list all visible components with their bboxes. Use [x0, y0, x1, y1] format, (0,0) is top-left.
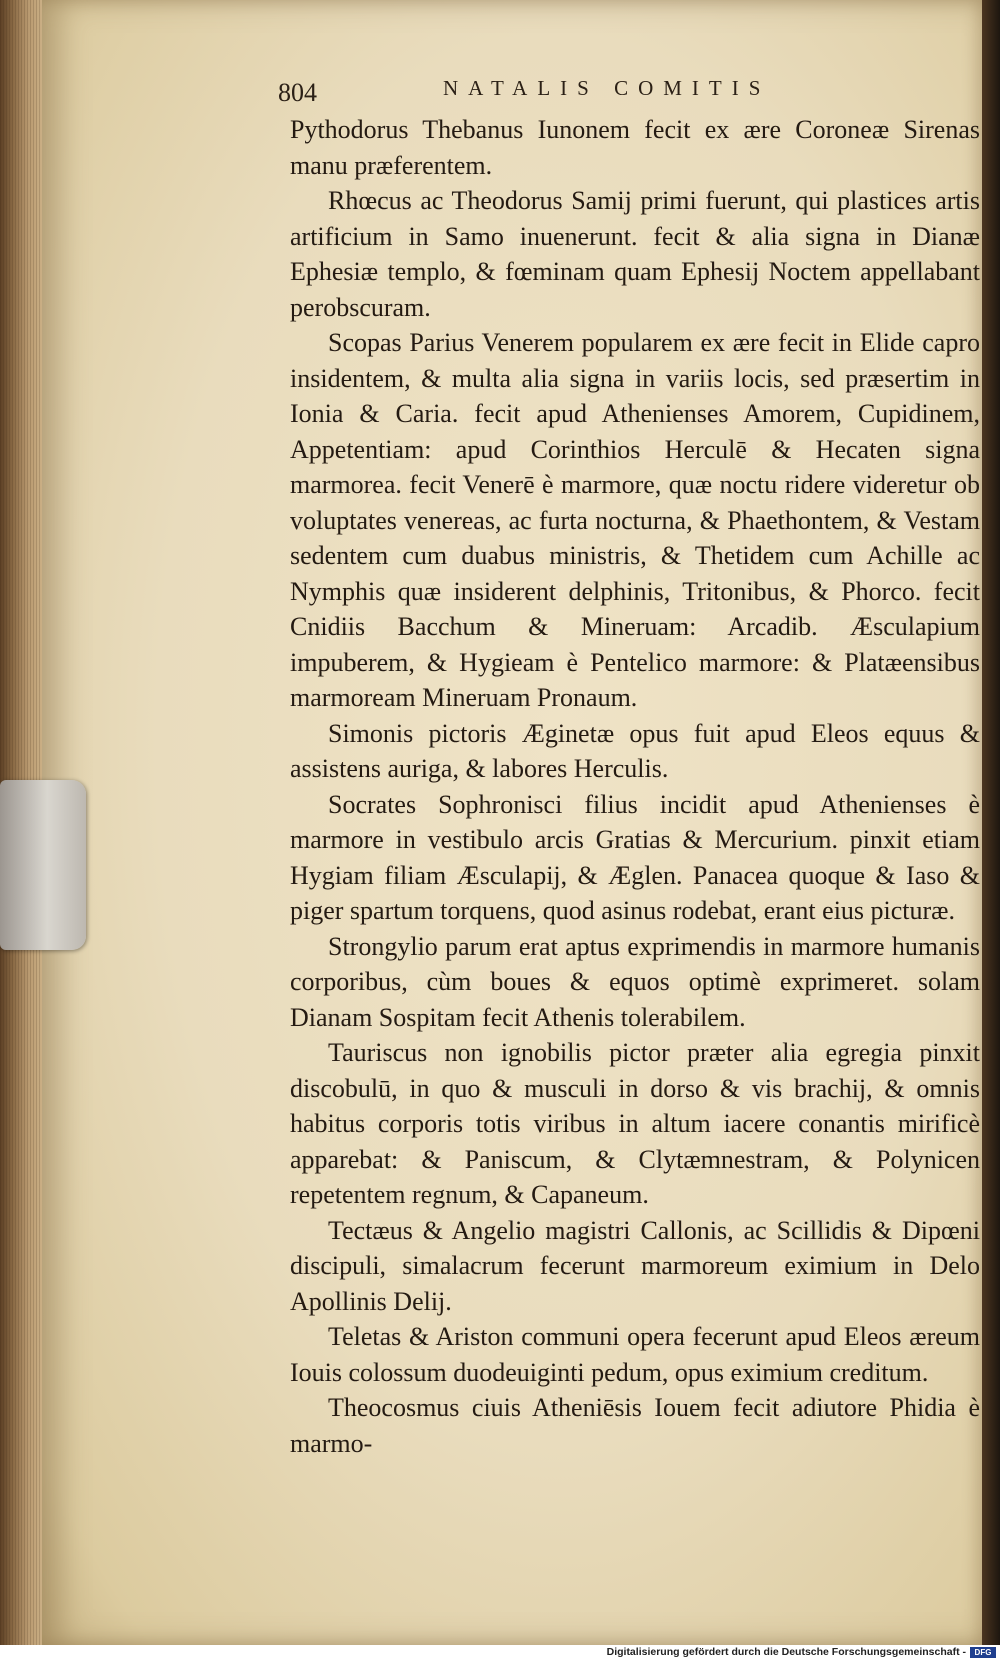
footer-credit: Digitalisierung gefördert durch die Deutsche Forschungsgemeinschaft - — [606, 1646, 966, 1658]
paragraph: Pythodorus Thebanus Iunonem fecit ex ære Coroneæ Sirenas manu præferentem. — [290, 115, 980, 180]
page-header — [268, 70, 948, 110]
paragraph: Tauriscus non ignobilis pictor præter alia egregia pinxit discobulū, in quo & musculi in dorso & vis brachij, & omnis habitus corporis totis viribus in altum iacere conantis mirificè apparebat: & Paniscum, & Clytæmnestram, & Polynicen repetentem regnum, & Capaneum. — [290, 1038, 980, 1209]
paragraph: Teletas & Ariston communi opera fecerunt apud Eleos æreum Iouis colossum duodeuiginti pedum, opus eximium creditum. — [290, 1322, 980, 1387]
footer-bar — [0, 1645, 1000, 1660]
paragraph: Strongylio parum erat aptus exprimendis in marmore humanis corporibus, cùm boues & equos optimè exprimeret. solam Dianam Sospitam fecit Athenis tolerabilem. — [290, 931, 980, 1032]
paragraph: Socrates Sophronisci filius incidit apud Athenienses è marmore in vestibulo arcis Gratias & Mercurium. pinxit etiam Hygiam filiam Æsculapij, & Æglen. Panacea quoque & Iaso & piger spartum torquens, quod asinus rodebat, erant eius picturæ. — [290, 789, 980, 925]
paragraph: Scopas Parius Venerem popularem ex ære fecit in Elide capro insidentem, & multa alia signa in variis locis, sed præsertim in Ionia & Caria. fecit apud Athenienses Amorem, Cupidinem, Appetentiam: apud Corinthios Herculē & Hecaten signa marmorea. fecit Venerē è marmore, quæ noctu ridere videretur ob voluptates venereas, ac furta nocturna, & Phaethontem, & Vestam sedentem cum duabus ministris, & Thetidem cum Achille ac Nymphis quæ insiderent delphinis, Tritonibus, & Phorco. fecit Cnidiis Bacchum & Mineruam: Arcadib. Æsculapium impuberem, & Hygieam è Pentelico marmore: & Platæensibus marmoream Mineruam Pronaum. — [290, 328, 980, 712]
page-edge — [982, 0, 1000, 1645]
paragraph: Rhœcus ac Theodorus Samij primi fuerunt, qui plastices artis artificium in Samo inuenerunt. fecit & alia signa in Dianæ Ephesiæ templo, & fœminam quam Ephesij Noctem appellabant perobscuram. — [290, 186, 980, 322]
running-head: NATALIS COMITIS — [443, 76, 771, 100]
paragraph: Tectæus & Angelio magistri Callonis, ac Scillidis & Dipœni discipuli, simalacrum fecerunt marmoreum eximium in Delo Apollinis Delij. — [290, 1215, 980, 1316]
paragraph: Simonis pictoris Æginetæ opus fuit apud Eleos equus & assistens auriga, & labores Herculis. — [290, 718, 980, 783]
page-number: 804 — [278, 78, 317, 107]
page-clip — [0, 780, 86, 950]
dfg-logo-icon: DFG — [970, 1647, 996, 1658]
body-text — [290, 112, 980, 1461]
paragraph: Theocosmus ciuis Atheniēsis Iouem fecit adiutore Phidia è marmo- — [290, 1393, 980, 1458]
